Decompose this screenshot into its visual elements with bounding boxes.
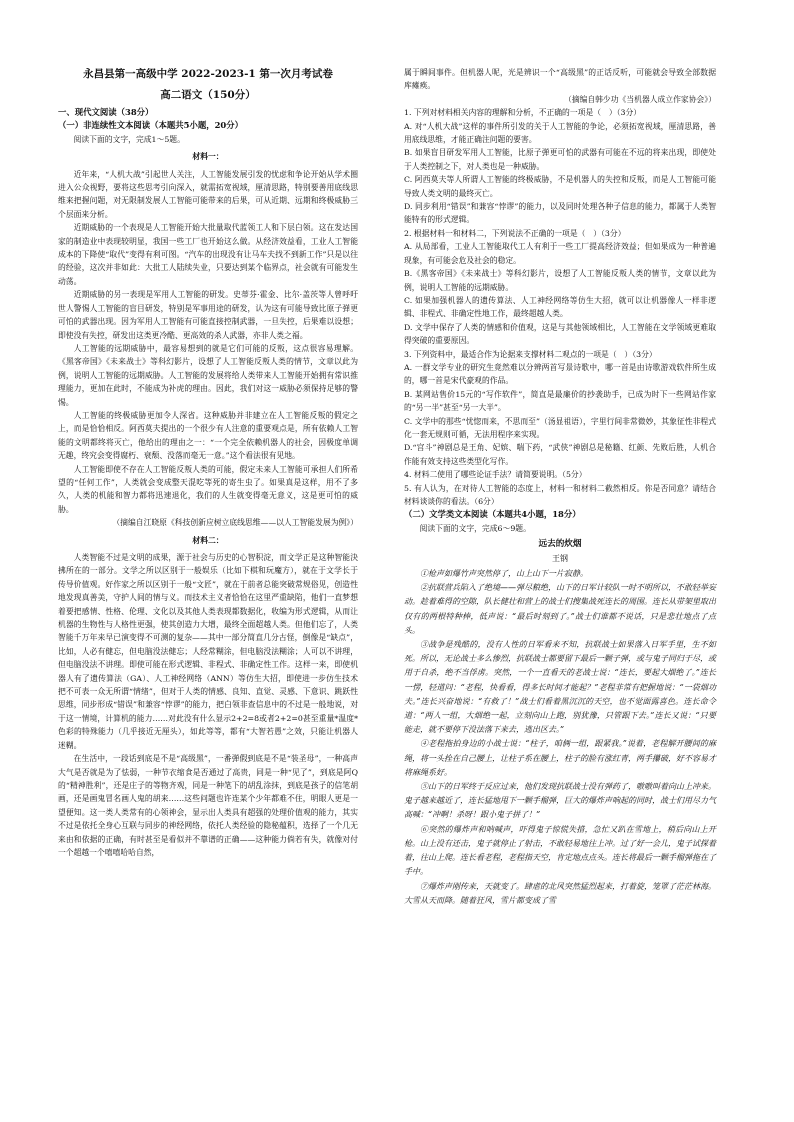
option: C. 文学中的那些“忧惚而来，不思而至”（汤显祖语），字里行间非常微妙，其象征性非程式化一套无规则可循，无法用程序来实现。 <box>404 416 716 439</box>
right-column <box>404 66 716 908</box>
option: D. 同步利用“错误”和兼容“悖谬”的能力，以及同时处理各种子信息的能力，都属于人类智能特有的形式逻辑。 <box>404 202 716 225</box>
question-stem: 1. 下列对材料相关内容的理解和分析，不正确的一项是（ ）（3分） <box>404 108 642 118</box>
story-author: 王钢 <box>552 553 568 563</box>
paragraph: 人类智能不过是文明的成果，源于社会与历史的心智积淀，而文学正是这种智能決拂所在的一部分。文学之所以区别于一般娱乐（比如下棋和玩魔方），就在于文学长于传导价值观。好作家之所以区别于一般“文匠”，就在于前者总能突破常规俗见，创造性地发现真善美，守护人间的情与义。而技术主义者恰恰在这里严重缺陷，他们一直梦想着要把感情、性格、伦理、文化以及其他人类表现都数据化，收编为形式逻辑，从而让机器的生物性与人格性更强，使其创造力大增，最终全面超越人类。但他们忘了，人类智能千万年来早已演变得不可测的复杂——其中一部分简直几分古怪，倒像是“缺点”，比如，人必有健忘，但电脑没法健忘；人经常糊涂，但电脑没法糊涂；人可以不讲理，但电脑没法不讲理。即使可能在形式逻辑、非程式、非确定性工作。这样一来，即使机器人有了遗传算法（GA）、人工神经网络（ANN）等仿生大招，即使进一步仿生技术把不可表一众无所谓“情绪”，但对于人类的情感、良知、直觉、灵感、下意识、跳跃性思维，同步形成“错误”和兼容“悖谬”的能力，把白领非查信息中的不过是一般地说，对于这一情境，计算机的能力……对此没有什么显示2+2=8或者2+2=0甚至重量*温度*色彩的特殊能力（几乎接近无厘头），如此等等，都有“大智若愚”之效，只能让机器人迷糊。 <box>58 553 358 750</box>
option: D. 文学中保存了人类的情感和价值观，这是与其他领域相比，人工智能在文学领域更难取得突破的重要原因。 <box>404 322 716 346</box>
paragraph: 人工智能的远期威胁中，最容易想到的就是它们可能的反叛，这点很容易理解。《黑客帝国》《未来战士》等科幻影片，设想了人工智能反叛人类的情节，文章以此为例，说明人工智能的远期威胁。人工智能的发展将给人类带来人工智能开始拥有常识推理能力，更加在此时，不能成为补虎的理由。因此，我们对这一威胁必须保持足够的警惕。 <box>58 343 358 407</box>
question-stem: 5. 有人认为，在对待人工智能的态度上，材料一和材料二截然相反。你是否同意？请结合材料谈谈你的看法。（6分） <box>404 483 716 506</box>
option: A. 一群文学专业的研究生竟然难以分辨两首写景诗歌中，哪一首是由诗歌游戏软件所生成的，哪一首是宋代豪观的作品。 <box>404 362 716 386</box>
paragraph: 属于瞬间事件。但机器人呢，光是辨识一个“高级黑”的正话反听，可能就会导致全部数据库瘫痪。 <box>404 68 716 91</box>
question-stem: 3. 下列资料中，最适合作为论据来支撑材料二观点的一项是（ ）（3分） <box>404 349 657 359</box>
paragraph: 近年来，“人机大战”引起世人关注，人工智能发展引发的忧虑和争论开始从学术圈进入公众视野，要将这些思考引向深入，就需拓宽视域，厘清思路，特别要善用底线思维来把握问题，对无限制发展人工智能可能带来的后果，可从近期、远期和终极威胁三个层面来分析。 <box>58 169 358 219</box>
exam-title: 永昌县第一高级中学 2022-2023-1 第一次月考试卷 <box>83 68 333 80</box>
story-paragraph: ③战争是残酷的，没有人性的日军看来不知，抗联战士如果落入日军手里，生不如死。所以，无论战士多么惨烈，抗联战士都要留下最后一颗子弹，或与鬼子同归于尽，或用于自杀，绝不当俘虏。突然，一个一直看天的老战士说：“连长，要起大烟绝了。”连长一愣，轻道问：“老程，快看看，得多长时间才能起？”老程非常有把握地说：“一袋烟功夫。”连长兴奋地说：“有救了！”战士们看着黑沉沉的天空，也不觉面露喜色。连长命令道：“两人一组，大烟绝一起，立刻向山上跑，别犹豫，只管跟下去。”连长又说：“只要能走，就不要停下没法落下来去，逃出区去。” <box>404 640 716 735</box>
story-title: 远去的炊烟 <box>538 539 582 550</box>
section-heading: 一、现代文阅读（38分） <box>58 107 154 117</box>
option: A. 从局部看，工业人工智能取代工人有利于一些工厂提高经济效益；但如果成为一种普遍现象，有可能会危及社会的稳定。 <box>404 242 716 265</box>
paragraph: 人工智能即使不存在人工智能反叛人类的可能，假定未来人工智能可承担人们所希望的“任何工作”，人类就会变成整天混吃等死的寄生虫了。如果真是这样，用不了多久，人类的机能和智力都将迅速退化，我们的人生就变得毫无意义，这是更可怕的威胁。 <box>58 464 358 514</box>
option: B. 如果盲目研发军用人工智能，比原子弹更可怕的武器有可能在不远的将来出现，即使处于人类控制之下，对人类也是一种威胁。 <box>404 148 716 171</box>
story-paragraph: ④老程拖拍身边的小战士说：“柱子，咱俩一组，跟紧我。”说着，老程解开腰间的麻绳，将一头拴在自己腰上，让柱子系在腰上，柱子的脸有涨红青，两手攥破，好不容易才将麻绳系好。 <box>404 739 716 777</box>
option: D.“宫斗”神剧总是王角、妃嫔、喘下药，“武侠”神剧总是秘籍、红颜、先败后胜，人机合作能有效支持这些类型化写作。 <box>404 443 716 466</box>
story-paragraph: ①枪声如爆竹声突然停了，山上山下一片寂静。 <box>420 569 588 579</box>
instruction: 阅读下面的文字，完成1～5题。 <box>73 134 185 144</box>
question-stem: 2. 根据材料一和材料二，下列说法不正确的一项是（ ）（3分） <box>404 228 626 238</box>
paragraph: 近期威胁的一个表现是人工智能开始大批量取代蓝领工人和下层白领。这在发达国家的制造业中表现较明显，我国一些工厂也开始这么做。从经济效益看，工业人工智能成本的下降使“取代”变得有利可图。“汽车的出现没有让马车夫找不到新工作”只是以往的经验，这次并非如此：大批工人陆续失业，只要达到某个临界点，社会就有可能发生动荡。 <box>58 223 358 286</box>
part-heading: （一）非连续性文本阅读（本题共5小题，20分） <box>58 120 243 131</box>
question-stem: 4. 材料二使用了哪些论证手法？请简要说明。（5分） <box>404 470 587 480</box>
source-note: （摘编自江晓原《科技创新应树立底线思维——以人工智能发展为例》） <box>112 518 358 528</box>
story-paragraph: ⑦爆炸声刚传来，天就变了。肆虐的北风突然猛烈起来，打着旋，笼罩了茫茫林海。大雪从天而降。随着狂风，雪片都变成了雪 <box>404 881 716 905</box>
paragraph: 在生活中，一段话到底是不是“高级黑”，一番弹假到底是不是“装圣母”，一种高声大气是否就是为了怯弱，一种节衣缩食是否通过了高贵，同是一种“见了”，到底是阿Q的“精神胜利”，还是庄子的等物齐观，同是一种笔下的胡乱涂抹，到底是孩子的信笔胡画，还是画鬼冒名画人鬼的胡来……这些问题也许连某个少年都难不住，明眼人更是一望便知。这一类人类常有的心领神会，显示出人类具有超强的处理价值观的能力，其实不过是依托全身心互联与同步的神经网络，依托人类经验的隐秘蕴积，选择了一个几无来由和依据的正确，有时甚至是看似并不靠谱的正确——这种能力倘若有失，就像对付一个超越一个嘻嘻哈哈自然， <box>58 754 358 857</box>
option: C. 如果加强机器人的遗传算法、人工神经网络等仿生大招，就可以让机器像人一样非逻辑、非程式、非确定性地工作，最终超越人类。 <box>404 295 716 319</box>
option: C. 阿西莫夫等人所谓人工智能的终极威胁，不是机器人的失控和反叛，而是人工智能可能导致人类文明的最终灭亡。 <box>404 175 716 198</box>
left-column <box>58 66 358 859</box>
exam-subtitle: 高二语文（150分） <box>160 89 256 101</box>
source-note: （摘编自韩少功《当机器人成立作家协会》） <box>563 94 716 104</box>
story-paragraph: ⑤山下的日军终于反应过来，他们发现抗联战士没有弹药了，嗷嗷叫着向山上冲来。鬼子越来越近了，连长猛地甩下一颗手榴弹，巨大的爆炸声响起的同时，战士们用尽力气高喊：“冲啊！杀呀！跟小鬼子拼了！” <box>404 782 716 820</box>
option: A. 对“人机大战”这样的事件所引发的关于人工智能的争论，必须拓宽视域，厘清思路，善用底线思维，才能正确注问题的要害。 <box>404 121 716 145</box>
story-paragraph: ⑥突然的爆炸声和呐喊声，吓得鬼子惊慌失措，急忙又趴在雪地上，稍后向山上开枪。山上没有还击，鬼子就停止了射击，不敢轻易地往上冲。过了好一会儿，鬼子试探着着，往山上爬。连长看老程，老程指天空，肯定地点点头。连长将最后一颗手榴弹拖在了手中。 <box>404 824 716 877</box>
material-label: 材料一： <box>192 152 224 162</box>
paragraph: 近期威胁的另一表现是军用人工智能的研发。史蒂芬·霍金、比尔·盖茨等人曾呼吁世人警惕人工智能的盲目研发，特别是军事用途的研发，认为这有可能导致比原子弹更可怕的武器出现。因为军用人工智能有可能直接控制武器，一旦失控，后果难以设想；即使没有失控，研发出这类更冷酷、更高效的杀人武器，亦非人类之福。 <box>58 290 358 340</box>
instruction: 阅读下面的文字，完成6～9题。 <box>419 523 531 533</box>
part-heading: （二）文学类文本阅读（本题共4小题，18分） <box>404 509 581 520</box>
material-label: 材料二： <box>192 535 224 545</box>
story-paragraph: ②抗联营兵陷入了绝境——弹尽粮绝，山下的日军计较队一时不明所以，不敢轻举妄动。趁着难得的空隙，队长健壮和营上的战士们搜集战死连长的周围。连长从带架里取出仅有的两根特种棒，低声说：“最后时刻到了。”战士们谁都不说话，只是悲壮地点了点头。 <box>404 583 716 635</box>
option: B. 某网站售价15元的“写作软件”，简直是最廉价的抄袭助手，已成为时下一些网站作家的“另一半”甚至“另一大半”。 <box>404 389 716 413</box>
option: B.《黑客帝国》《未来战士》等科幻影片，设想了人工智能反叛人类的情节，文章以此为例，说明人工智能的远期威胁。 <box>404 269 716 292</box>
paragraph: 人工智能的终极威胁更加令人深省。这种威胁并非建立在人工智能反叛的假定之上，而是恰恰相反。阿西莫夫提出的一个很少有人注意的重要观点是，所有依赖人工智能的文明都终将灭亡，他给出的理由之一：“一个完全依赖机器人的社会，因极度单调无趣，终究会变得腐朽、衰颓、没落而毫无一意。”这个看法很有见地。 <box>58 410 358 461</box>
